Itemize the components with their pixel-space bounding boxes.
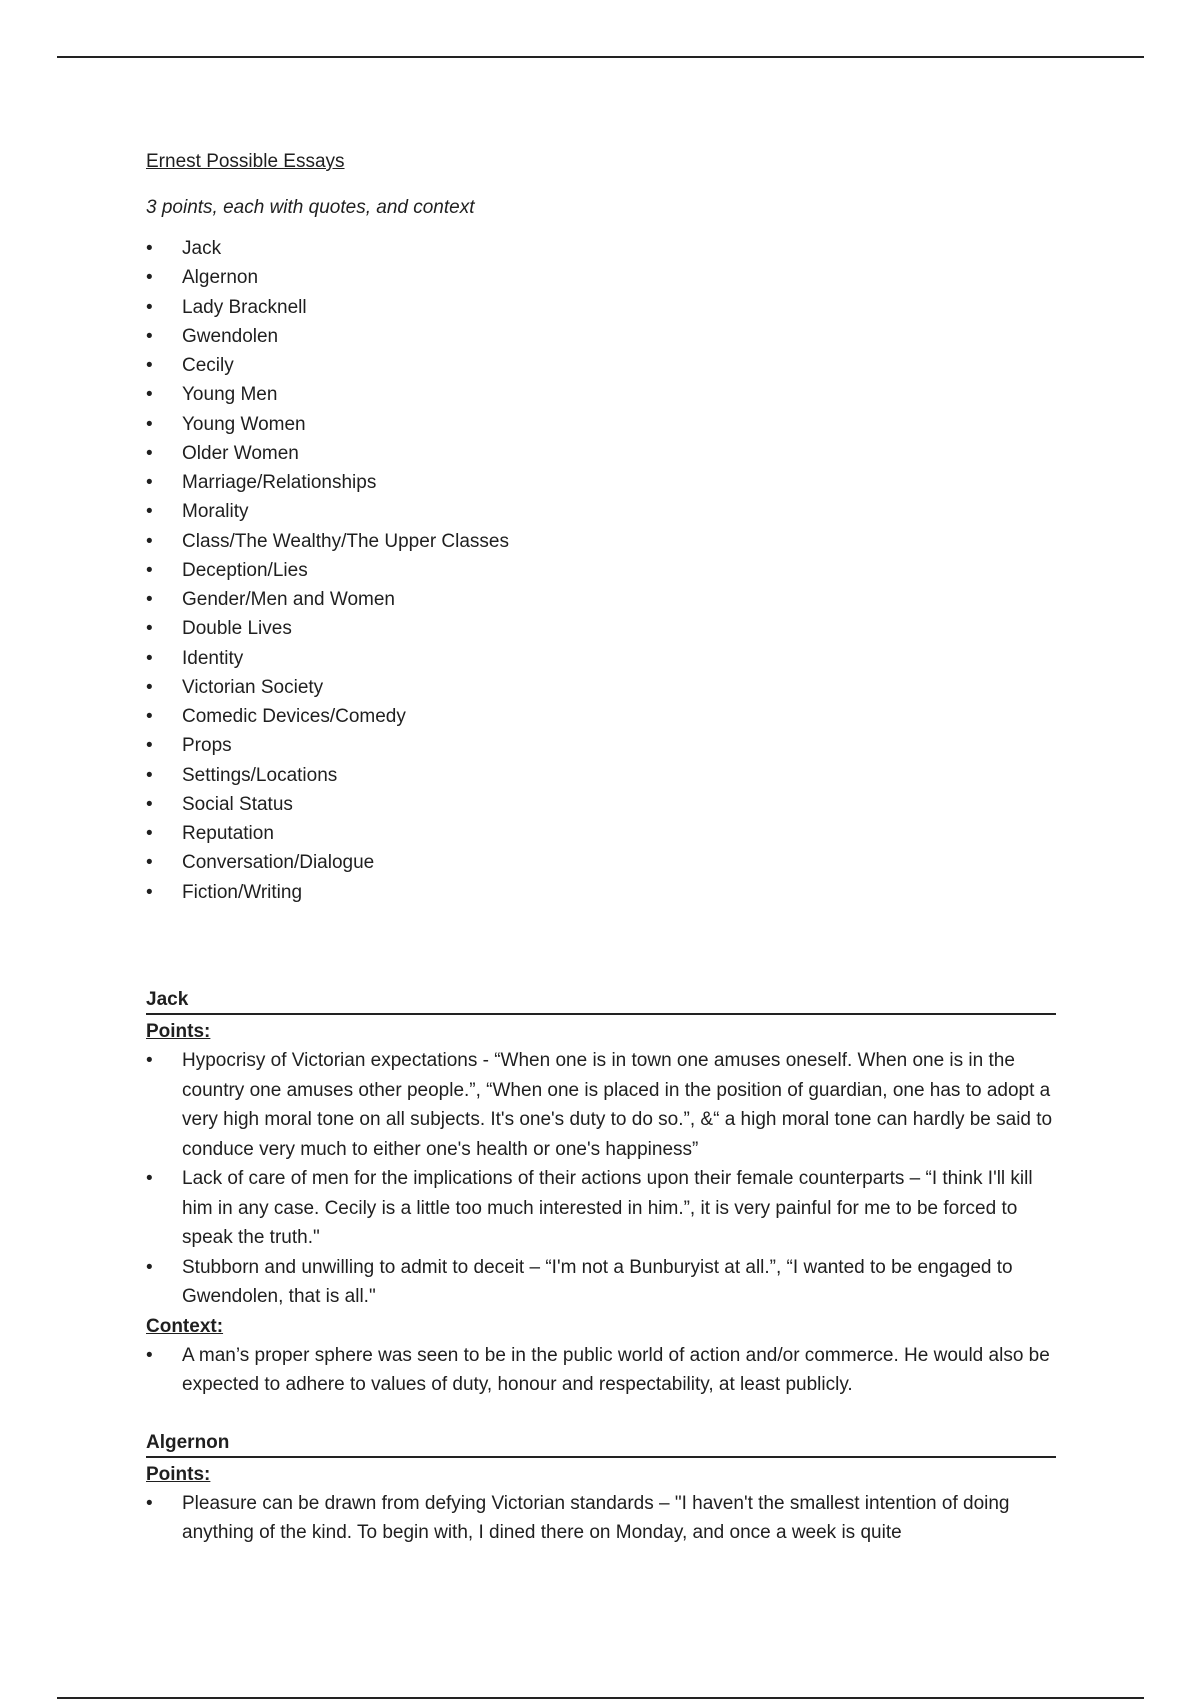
topic-item-text: Older Women	[182, 442, 299, 464]
bullet-icon: •	[146, 1492, 153, 1514]
topic-item-text: Conversation/Dialogue	[182, 852, 375, 874]
bullet-icon: •	[146, 1050, 153, 1071]
topic-item-text: Young Men	[182, 384, 278, 406]
section	[146, 1427, 1056, 1548]
topic-item	[146, 702, 1056, 731]
point-item-text: Hypocrisy of Victorian expectations - “When one is in town one amuses oneself. When one is in the country one amuses other people.”, “When one is placed in the position of guardian, one has to adopt a very high moral tone on all subjects. It's one's duty to do so.”, &“ a high moral tone can hardly be said to conduce very much to either one's health or one's happiness”	[182, 1050, 1053, 1160]
bullet-icon: •	[146, 413, 153, 435]
bullet-icon: •	[146, 355, 153, 376]
document-body	[146, 147, 1056, 1548]
topic-list	[146, 234, 1056, 907]
document-subtitle: 3 points, each with quotes, and context	[146, 197, 475, 218]
topic-item-text: Props	[182, 735, 232, 757]
bullet-icon: •	[146, 238, 153, 259]
document-title: Ernest Possible Essays	[146, 151, 345, 172]
topic-item	[146, 263, 1056, 292]
section-heading: Jack	[146, 984, 1056, 1015]
point-item	[146, 1253, 1056, 1312]
points-label: Points:	[146, 1463, 211, 1485]
point-item	[146, 1489, 1056, 1548]
topic-item-text: Identity	[182, 647, 244, 669]
bullet-icon: •	[146, 267, 153, 289]
topic-item-text: Algernon	[182, 267, 259, 289]
section	[146, 984, 1056, 1400]
topic-list-block	[146, 234, 1056, 966]
topic-item-text: Social Status	[182, 793, 293, 815]
topic-item-text: Marriage/Relationships	[182, 472, 377, 493]
bullet-icon: •	[146, 706, 153, 727]
topic-item	[146, 790, 1056, 819]
topic-item-text: Gender/Men and Women	[182, 589, 395, 610]
bullet-icon: •	[146, 589, 153, 610]
context-item-text: A man’s proper sphere was seen to be in the public world of action and/or commerce. He would also be expected to adhere to values of duty, honour and respectability, at least publicly.	[182, 1344, 1050, 1395]
bullet-icon: •	[146, 881, 153, 903]
bullet-icon: •	[146, 618, 153, 640]
bullet-icon: •	[146, 1344, 153, 1366]
topic-item	[146, 351, 1056, 380]
topic-item	[146, 439, 1056, 468]
topic-item	[146, 761, 1056, 790]
topic-item	[146, 234, 1056, 263]
topic-item	[146, 878, 1056, 907]
bullet-icon: •	[146, 1256, 153, 1278]
section-heading: Algernon	[146, 1427, 1056, 1458]
topic-item-text: Comedic Devices/Comedy	[182, 706, 406, 727]
points-label: Points:	[146, 1021, 211, 1042]
footer-rule	[57, 1697, 1144, 1699]
topic-item-text: Deception/Lies	[182, 559, 308, 581]
topic-item	[146, 497, 1056, 526]
topic-item	[146, 819, 1056, 848]
topic-item	[146, 556, 1056, 585]
bullet-icon: •	[146, 501, 153, 523]
point-item-text: Stubborn and unwilling to admit to deceit – “I'm not a Bunburyist at all.”, “I wanted to be engaged to Gwendolen, that is all."	[182, 1256, 1013, 1307]
topic-item	[146, 293, 1056, 322]
topic-item-text: Class/The Wealthy/The Upper Classes	[182, 530, 509, 552]
topic-item-text: Young Women	[182, 413, 306, 435]
topic-item-text: Settings/Locations	[182, 764, 338, 786]
topic-item-text: Gwendolen	[182, 325, 279, 347]
header-rule	[57, 56, 1144, 58]
bullet-icon: •	[146, 676, 153, 698]
bullet-icon: •	[146, 530, 153, 552]
topic-item	[146, 585, 1056, 614]
topic-item-text: Jack	[182, 238, 222, 259]
bullet-icon: •	[146, 735, 153, 757]
bullet-icon: •	[146, 325, 153, 347]
topic-item-text: Victorian Society	[182, 676, 324, 698]
bullet-icon: •	[146, 559, 153, 581]
topic-item	[146, 848, 1056, 877]
bullet-icon: •	[146, 472, 153, 493]
point-item-text: Pleasure can be drawn from defying Victorian standards – "I haven't the smallest intention of doing anything of the kind. To begin with, I dined there on Monday, and once a week is quite	[182, 1492, 1010, 1543]
sections-container	[146, 984, 1056, 1548]
point-item	[146, 1046, 1056, 1164]
points-list	[146, 1489, 1056, 1548]
topic-item	[146, 322, 1056, 351]
bullet-icon: •	[146, 647, 153, 669]
context-item	[146, 1341, 1056, 1400]
bullet-icon: •	[146, 442, 153, 464]
topic-item-text: Cecily	[182, 355, 234, 376]
topic-item-text: Morality	[182, 501, 249, 523]
bullet-icon: •	[146, 1168, 153, 1189]
topic-item	[146, 380, 1056, 409]
points-list	[146, 1046, 1056, 1312]
bullet-icon: •	[146, 384, 153, 406]
topic-item-text: Lady Bracknell	[182, 296, 307, 318]
topic-item	[146, 731, 1056, 760]
topic-item	[146, 468, 1056, 497]
topic-item	[146, 614, 1056, 643]
topic-item	[146, 527, 1056, 556]
topic-item-text: Fiction/Writing	[182, 881, 303, 903]
topic-item-text: Reputation	[182, 823, 274, 844]
topic-item	[146, 673, 1056, 702]
context-list	[146, 1341, 1056, 1400]
bullet-icon: •	[146, 296, 153, 318]
bullet-icon: •	[146, 793, 153, 815]
bullet-icon: •	[146, 823, 153, 844]
context-label: Context:	[146, 1315, 224, 1337]
topic-item	[146, 410, 1056, 439]
point-item-text: Lack of care of men for the implications of their actions upon their female counterparts – “I think I'll kill him in any case. Cecily is a little too much interested in him.”, it is very painful for me to be forced to speak the truth."	[182, 1168, 1033, 1248]
bullet-icon: •	[146, 852, 153, 874]
topic-item	[146, 644, 1056, 673]
topic-item-text: Double Lives	[182, 618, 292, 640]
point-item	[146, 1164, 1056, 1253]
bullet-icon: •	[146, 764, 153, 786]
